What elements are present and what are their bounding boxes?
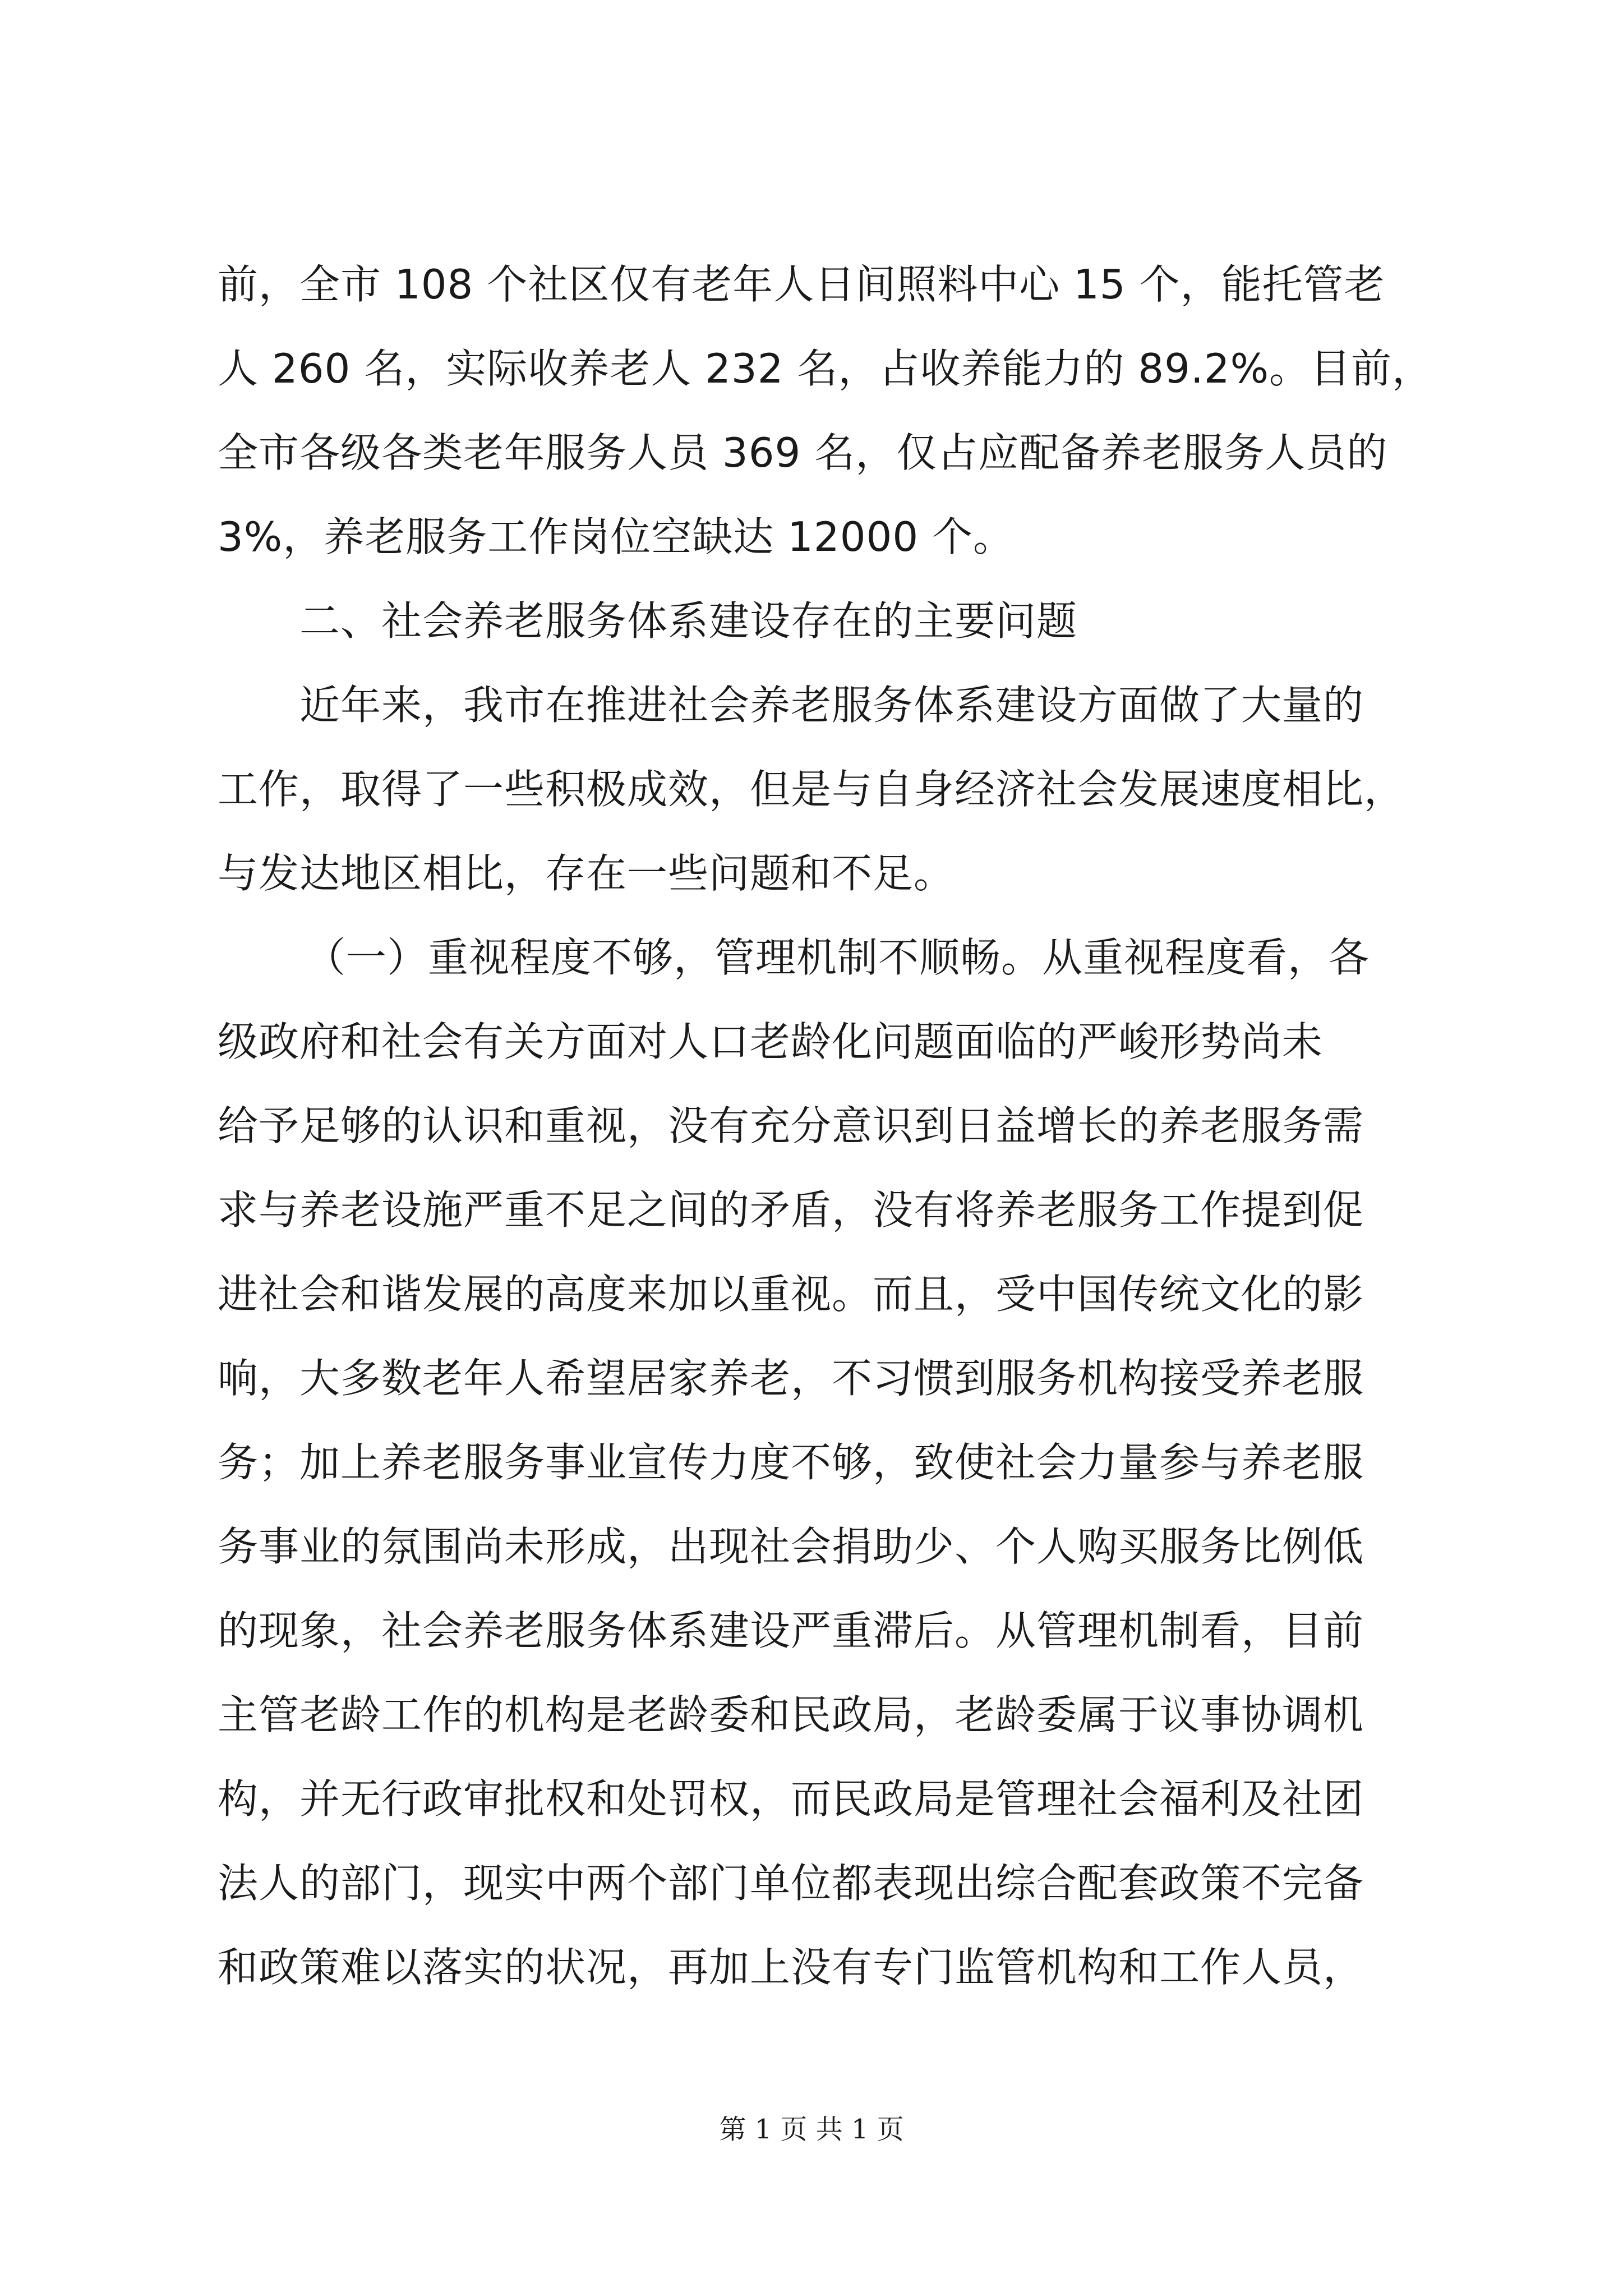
text-line: 和政策难以落实的状况，再加上没有专门监管机构和工作人员， — [218, 1944, 1364, 1991]
text-line: 与发达地区相比，存在一些问题和不足。 — [218, 850, 955, 897]
text-line: 响，大多数老年人希望居家养老，不习惯到服务机构接受养老服 — [218, 1355, 1364, 1402]
text-line: 进社会和谐发展的高度来加以重视。而且，受中国传统文化的影 — [218, 1271, 1364, 1318]
text-line: 的现象，社会养老服务体系建设严重滞后。从管理机制看，目前 — [218, 1607, 1364, 1654]
text-line: 构，并无行政审批权和处罚权，而民政局是管理社会福利及社团 — [218, 1775, 1364, 1823]
text-line: 工作，取得了一些积极成效，但是与自身经济社会发展速度相比， — [218, 766, 1405, 813]
text-line: 近年来，我市在推进社会养老服务体系建设方面做了大量的 — [299, 682, 1364, 729]
text-line: 级政府和社会有关方面对人口老龄化问题面临的严峻形势尚未 — [218, 1018, 1324, 1065]
text-line: 法人的部门，现实中两个部门单位都表现出综合配套政策不完备 — [218, 1860, 1364, 1907]
text-line: 前，全市 108 个社区仅有老年人日间照料中心 15 个，能托管老 — [218, 261, 1385, 308]
text-line: 人 260 名，实际收养老人 232 名，占收养能力的 89.2%。目前， — [218, 345, 1433, 392]
text-line: 主管老龄工作的机构是老龄委和民政局，老龄委属于议事协调机 — [218, 1691, 1364, 1738]
text-line: 务事业的氛围尚未形成，出现社会捐助少、个人购买服务比例低 — [218, 1523, 1364, 1570]
text-line: 全市各级各类老年服务人员 369 名，仅占应配备养老服务人员的 — [218, 429, 1388, 476]
text-line: 给予足够的认识和重视，没有充分意识到日益增长的养老服务需 — [218, 1102, 1364, 1149]
document-body — [218, 242, 1433, 2009]
subsection-heading-line: （一）重视程度不够，管理机制不顺畅。从重视程度看，各 — [305, 934, 1370, 981]
text-line: 3%，养老服务工作岗位空缺达 12000 个。 — [218, 513, 1015, 560]
page-number-footer: 第 1 页 共 1 页 — [719, 2114, 904, 2145]
section-heading: 二、社会养老服务体系建设存在的主要问题 — [299, 597, 1078, 645]
text-line: 求与养老设施严重不足之间的矛盾，没有将养老服务工作提到促 — [218, 1186, 1364, 1234]
text-line: 务；加上养老服务事业宣传力度不够，致使社会力量参与养老服 — [218, 1439, 1364, 1486]
